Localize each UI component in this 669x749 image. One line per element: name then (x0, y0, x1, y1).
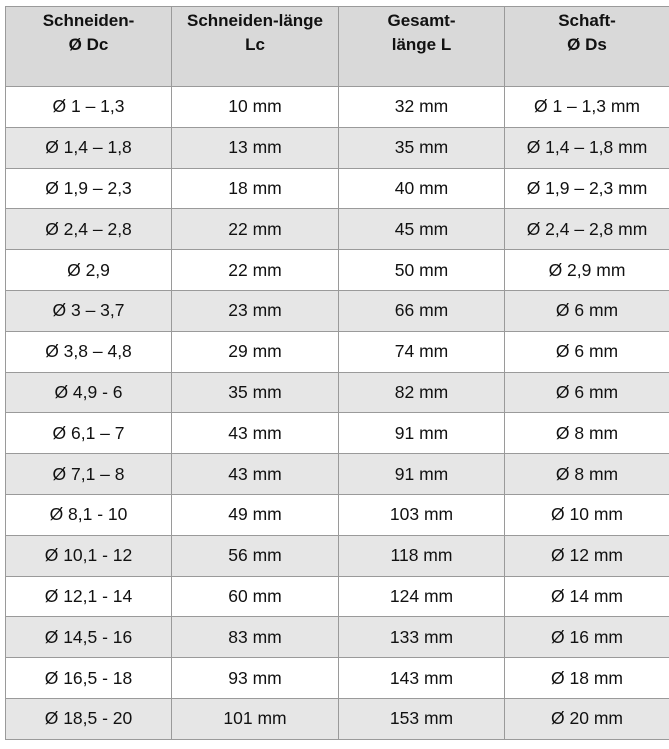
header-cutting-length (172, 7, 339, 87)
cell-cutting-length: 43 mm (172, 454, 339, 495)
header-shank-diameter (505, 7, 669, 87)
cell-shank-diameter: Ø 1,9 – 2,3 mm (505, 168, 669, 209)
table-row (6, 413, 669, 454)
table-row (6, 658, 669, 699)
header-line: Schneiden- (42, 11, 135, 30)
header-line: länge L (391, 35, 452, 54)
table-row (6, 87, 669, 128)
cell-shank-diameter: Ø 20 mm (505, 698, 669, 739)
cell-shank-diameter: Ø 6 mm (505, 331, 669, 372)
cell-total-length: 91 mm (339, 454, 505, 495)
cell-cutting-length: 22 mm (172, 209, 339, 250)
cell-cutting-length: 56 mm (172, 535, 339, 576)
table-row (6, 698, 669, 739)
cell-cutting-diameter: Ø 4,9 - 6 (6, 372, 172, 413)
cell-cutting-length: 83 mm (172, 617, 339, 658)
cell-shank-diameter: Ø 6 mm (505, 372, 669, 413)
cell-shank-diameter: Ø 18 mm (505, 658, 669, 699)
header-line: Ø Dc (68, 35, 109, 54)
cell-cutting-length: 49 mm (172, 494, 339, 535)
cell-cutting-diameter: Ø 18,5 - 20 (6, 698, 172, 739)
cell-total-length: 124 mm (339, 576, 505, 617)
cell-cutting-diameter: Ø 7,1 – 8 (6, 454, 172, 495)
table-row (6, 372, 669, 413)
table-row (6, 494, 669, 535)
cell-shank-diameter: Ø 2,4 – 2,8 mm (505, 209, 669, 250)
cell-shank-diameter: Ø 1,4 – 1,8 mm (505, 127, 669, 168)
cell-total-length: 103 mm (339, 494, 505, 535)
cell-cutting-length: 101 mm (172, 698, 339, 739)
cell-cutting-diameter: Ø 1 – 1,3 (6, 87, 172, 128)
cell-total-length: 133 mm (339, 617, 505, 658)
header-line: Schaft- (558, 11, 616, 30)
cell-cutting-length: 18 mm (172, 168, 339, 209)
cell-cutting-length: 43 mm (172, 413, 339, 454)
table-row (6, 576, 669, 617)
cell-cutting-diameter: Ø 12,1 - 14 (6, 576, 172, 617)
cell-cutting-diameter: Ø 1,4 – 1,8 (6, 127, 172, 168)
cell-total-length: 35 mm (339, 127, 505, 168)
table-row (6, 127, 669, 168)
header-cutting-diameter (6, 7, 172, 87)
table-row (6, 535, 669, 576)
header-total-length (339, 7, 505, 87)
header-line: Ø Ds (567, 35, 607, 54)
cell-shank-diameter: Ø 12 mm (505, 535, 669, 576)
cell-cutting-diameter: Ø 3 – 3,7 (6, 290, 172, 331)
cell-cutting-length: 35 mm (172, 372, 339, 413)
cell-total-length: 153 mm (339, 698, 505, 739)
cell-cutting-diameter: Ø 16,5 - 18 (6, 658, 172, 699)
cell-shank-diameter: Ø 6 mm (505, 290, 669, 331)
cell-total-length: 40 mm (339, 168, 505, 209)
cell-shank-diameter: Ø 8 mm (505, 413, 669, 454)
table-row (6, 617, 669, 658)
cell-shank-diameter: Ø 10 mm (505, 494, 669, 535)
cell-cutting-diameter: Ø 14,5 - 16 (6, 617, 172, 658)
cell-total-length: 143 mm (339, 658, 505, 699)
cell-cutting-diameter: Ø 8,1 - 10 (6, 494, 172, 535)
cell-shank-diameter: Ø 8 mm (505, 454, 669, 495)
table-body (6, 87, 669, 740)
header-line: Schneiden-länge (186, 11, 324, 30)
table-row (6, 250, 669, 291)
table-header (6, 7, 669, 87)
header-row (6, 7, 669, 87)
table-row (6, 168, 669, 209)
cell-cutting-length: 29 mm (172, 331, 339, 372)
cell-total-length: 74 mm (339, 331, 505, 372)
table-row (6, 290, 669, 331)
cell-cutting-diameter: Ø 2,9 (6, 250, 172, 291)
table-row (6, 209, 669, 250)
cell-cutting-length: 60 mm (172, 576, 339, 617)
cell-total-length: 118 mm (339, 535, 505, 576)
header-line: Lc (245, 35, 265, 54)
table-row (6, 454, 669, 495)
cell-cutting-diameter: Ø 10,1 - 12 (6, 535, 172, 576)
cell-cutting-diameter: Ø 6,1 – 7 (6, 413, 172, 454)
spec-table (5, 6, 669, 740)
cell-total-length: 50 mm (339, 250, 505, 291)
cell-cutting-length: 13 mm (172, 127, 339, 168)
cell-cutting-length: 22 mm (172, 250, 339, 291)
cell-cutting-diameter: Ø 3,8 – 4,8 (6, 331, 172, 372)
cell-shank-diameter: Ø 1 – 1,3 mm (505, 87, 669, 128)
spec-table-container (5, 6, 669, 740)
cell-cutting-length: 93 mm (172, 658, 339, 699)
cell-cutting-diameter: Ø 1,9 – 2,3 (6, 168, 172, 209)
cell-shank-diameter: Ø 16 mm (505, 617, 669, 658)
cell-cutting-length: 10 mm (172, 87, 339, 128)
cell-cutting-length: 23 mm (172, 290, 339, 331)
cell-shank-diameter: Ø 2,9 mm (505, 250, 669, 291)
cell-shank-diameter: Ø 14 mm (505, 576, 669, 617)
cell-total-length: 32 mm (339, 87, 505, 128)
cell-total-length: 82 mm (339, 372, 505, 413)
cell-cutting-diameter: Ø 2,4 – 2,8 (6, 209, 172, 250)
table-row (6, 331, 669, 372)
cell-total-length: 66 mm (339, 290, 505, 331)
cell-total-length: 45 mm (339, 209, 505, 250)
header-line: Gesamt- (387, 11, 456, 30)
cell-total-length: 91 mm (339, 413, 505, 454)
